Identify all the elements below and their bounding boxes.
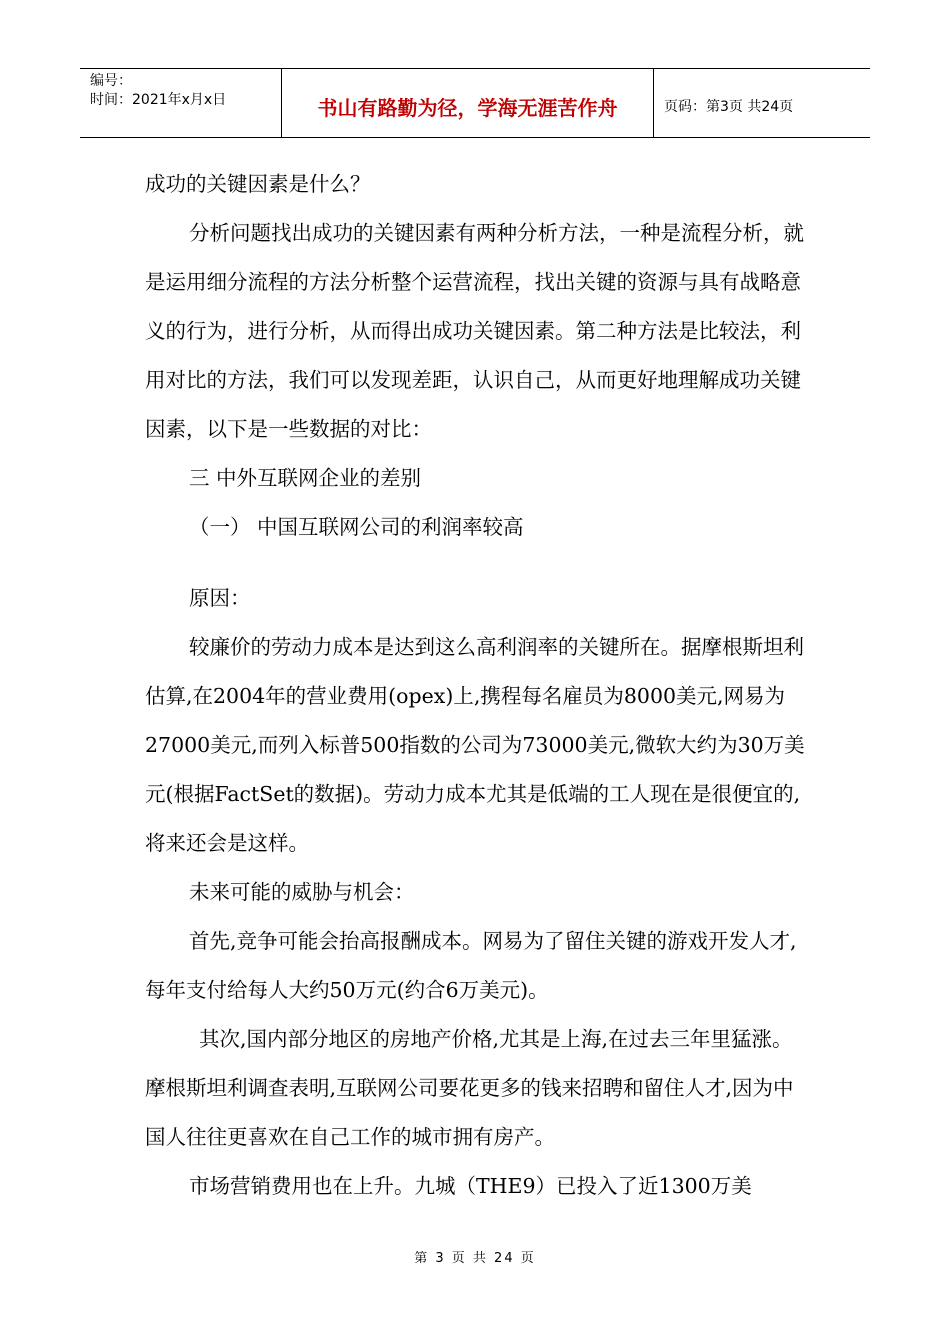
header-motto: 书山有路勤为径，学海无涯苦作舟 — [282, 69, 654, 137]
page-footer: 第 3 页 共 24 页 — [414, 1251, 536, 1266]
subsection-heading: （一） 中国互联网公司的利润率较高 — [189, 515, 524, 539]
body-paragraph: 分析问题找出成功的关键因素有两种分析方法，一种是流程分析，就是运用细分流程的方法分析整个运营流程，找出关键的资源与具有战略意义的行为，进行分析，从而得出成功关键因素。第二种方法是比较法，利用对比的方法，我们可以发现差距，认识自己，从而更好地理解成功关键因素，以下是一些数据的对比： — [145, 221, 804, 441]
body-paragraph: 成功的关键因素是什么？ — [145, 172, 371, 196]
header-page-info: 页码：第3页 共24页 — [664, 99, 794, 115]
body-paragraph: 较廉价的劳动力成本是达到这么高利润率的关键所在。据摩根斯坦利估算,在2004年的营业费用(opex)上,携程每名雇员为8000美元,网易为27000美元,而列入标普500指数的公司为73000美元,微软大约为30万美元(根据FactSet的数据)。劳动力成本尤其是低端的工人现在是很便宜的,将来还会是这样。 — [145, 635, 805, 855]
body-paragraph: 首先,竞争可能会抬高报酬成本。网易为了留住关键的游戏开发人才,每年支付给每人大约50万元(约合6万美元)。 — [145, 929, 797, 1002]
body-paragraph: 市场营销费用也在上升。九城（THE9）已投入了近1300万美 — [189, 1174, 752, 1198]
body-paragraph: 未来可能的威胁与机会： — [189, 880, 415, 904]
section-heading: 三 中外互联网企业的差别 — [189, 466, 422, 490]
document-time-label: 时间：2021年x月x日 — [90, 92, 227, 108]
document-number-label: 编号： — [90, 73, 132, 89]
page-header — [80, 68, 870, 138]
header-meta-cell — [80, 69, 282, 137]
document-body — [145, 160, 810, 1211]
body-paragraph: 其次,国内部分地区的房地产价格,尤其是上海,在过去三年里猛涨。摩根斯坦利调查表明,互联网公司要花更多的钱来招聘和留住人才,因为中国人往往更喜欢在自己工作的城市拥有房产。 — [145, 1027, 794, 1149]
body-paragraph: 原因： — [189, 586, 251, 610]
